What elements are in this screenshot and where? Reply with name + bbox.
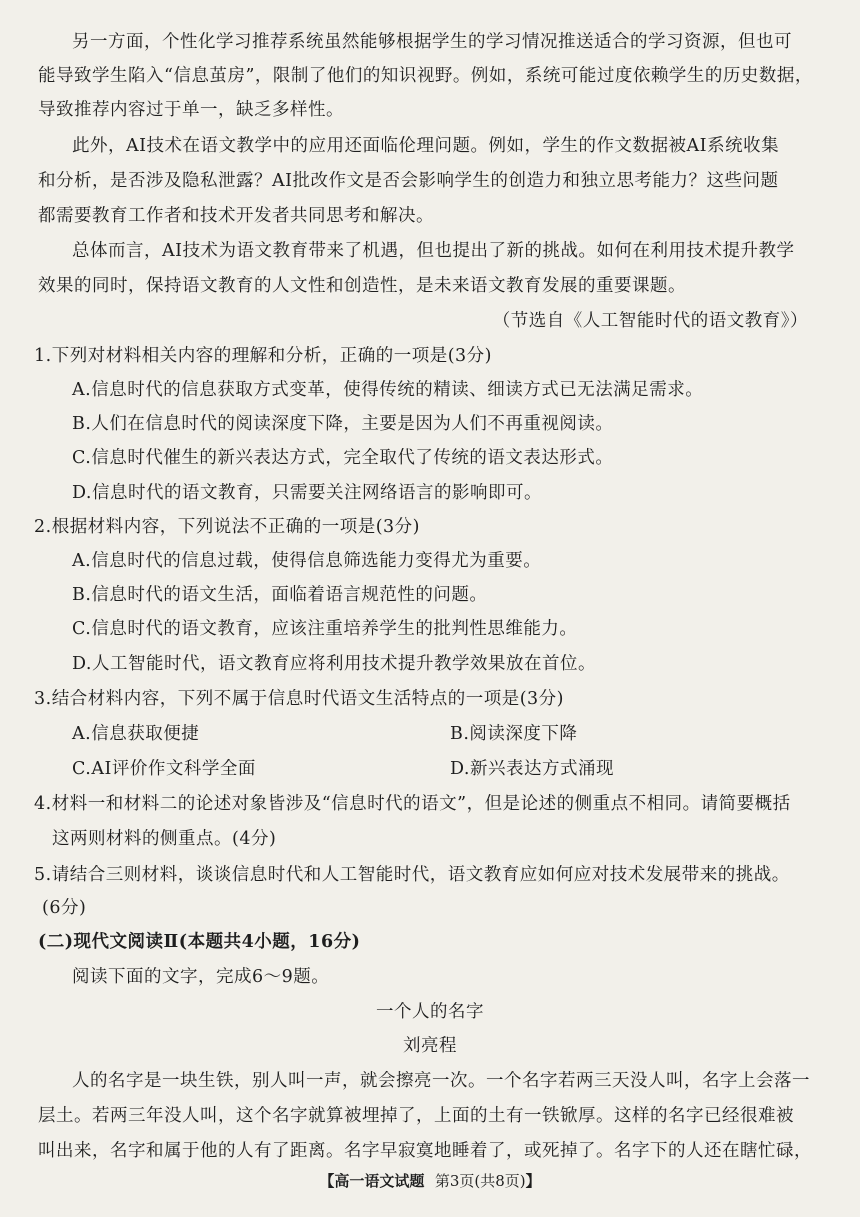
question-1-option-d: D.信息时代的语文教育，只需要关注网络语言的影响即可。 — [72, 483, 542, 503]
section-heading: (二)现代文阅读Ⅱ(本题共4小题，16分) — [38, 932, 361, 952]
page-footer — [0, 1170, 860, 1191]
question-1-option-c: C.信息时代催生的新兴表达方式，完全取代了传统的语文表达形式。 — [72, 448, 614, 468]
passage-line: 此外，AI技术在语文教学中的应用还面临伦理问题。例如，学生的作文数据被AI系统收集 — [72, 136, 780, 156]
question-3-option-b: B.阅读深度下降 — [450, 724, 578, 744]
passage-line: 导致推荐内容过于单一，缺乏多样性。 — [38, 100, 344, 120]
footer-page-number: 第3页(共8页) — [434, 1172, 526, 1190]
footer-title: 高一语文试题 — [334, 1172, 425, 1190]
article-title: 一个人的名字 — [376, 1002, 484, 1022]
question-5-stem-cont: (6分) — [42, 898, 87, 918]
question-4-stem-cont: 这两则材料的侧重点。(4分) — [52, 829, 277, 849]
section-instruction: 阅读下面的文字，完成6～9题。 — [72, 967, 330, 987]
question-2-stem: 2.根据材料内容，下列说法不正确的一项是(3分) — [34, 517, 420, 537]
footer-bracket-close: 】 — [525, 1172, 541, 1190]
question-5-stem: 5.请结合三则材料，谈谈信息时代和人工智能时代，语文教育应如何应对技术发展带来的挑战。 — [34, 865, 790, 885]
footer-bracket-open: 【 — [319, 1172, 335, 1190]
question-1-option-b: B.人们在信息时代的阅读深度下降，主要是因为人们不再重视阅读。 — [72, 414, 614, 434]
passage-line: 能导致学生陷入“信息茧房”，限制了他们的知识视野。例如，系统可能过度依赖学生的历史数据， — [38, 66, 813, 86]
passage-line: 都需要教育工作者和技术开发者共同思考和解决。 — [38, 206, 434, 226]
article-line: 叫出来，名字和属于他的人有了距离。名字早寂寞地睡着了，或死掉了。名字下的人还在瞎忙碌， — [38, 1141, 812, 1161]
question-4-stem: 4.材料一和材料二的论述对象皆涉及“信息时代的语文”，但是论述的侧重点不相同。请简要概括 — [34, 794, 791, 814]
article-line: 层土。若两三年没人叫，这个名字就算被埋掉了，上面的土有一铁锨厚。这样的名字已经很难被 — [38, 1106, 794, 1126]
passage-line: 总体而言，AI技术为语文教育带来了机遇，但也提出了新的挑战。如何在利用技术提升教学 — [72, 241, 795, 261]
question-3-stem: 3.结合材料内容，下列不属于信息时代语文生活特点的一项是(3分) — [34, 689, 564, 709]
question-3-option-c: C.AI评价作文科学全面 — [72, 759, 256, 779]
passage-line: 和分析，是否涉及隐私泄露？AI批改作文是否会影响学生的创造力和独立思考能力？这些问题 — [38, 171, 779, 191]
question-3-option-a: A.信息获取便捷 — [72, 724, 200, 744]
question-1-option-a: A.信息时代的信息获取方式变革，使得传统的精读、细读方式已无法满足需求。 — [72, 380, 704, 400]
article-author: 刘亮程 — [403, 1036, 457, 1056]
question-2-option-c: C.信息时代的语文教育，应该注重培养学生的批判性思维能力。 — [72, 619, 578, 639]
question-2-option-d: D.人工智能时代，语文教育应将利用技术提升教学效果放在首位。 — [72, 654, 596, 674]
passage-line: 效果的同时，保持语文教育的人文性和创造性，是未来语文教育发展的重要课题。 — [38, 276, 686, 296]
source-citation: （节选自《人工智能时代的语文教育》） — [492, 311, 808, 331]
question-2-option-a: A.信息时代的信息过载，使得信息筛选能力变得尤为重要。 — [72, 551, 542, 571]
question-2-option-b: B.信息时代的语文生活，面临着语言规范性的问题。 — [72, 585, 488, 605]
passage-line: 另一方面，个性化学习推荐系统虽然能够根据学生的学习情况推送适合的学习资源，但也可 — [72, 32, 792, 52]
article-line: 人的名字是一块生铁，别人叫一声，就会擦亮一次。一个名字若两三天没人叫，名字上会落一 — [72, 1071, 810, 1091]
question-1-stem: 1.下列对材料相关内容的理解和分析，正确的一项是(3分) — [34, 346, 492, 366]
question-3-option-d: D.新兴表达方式涌现 — [450, 759, 614, 779]
